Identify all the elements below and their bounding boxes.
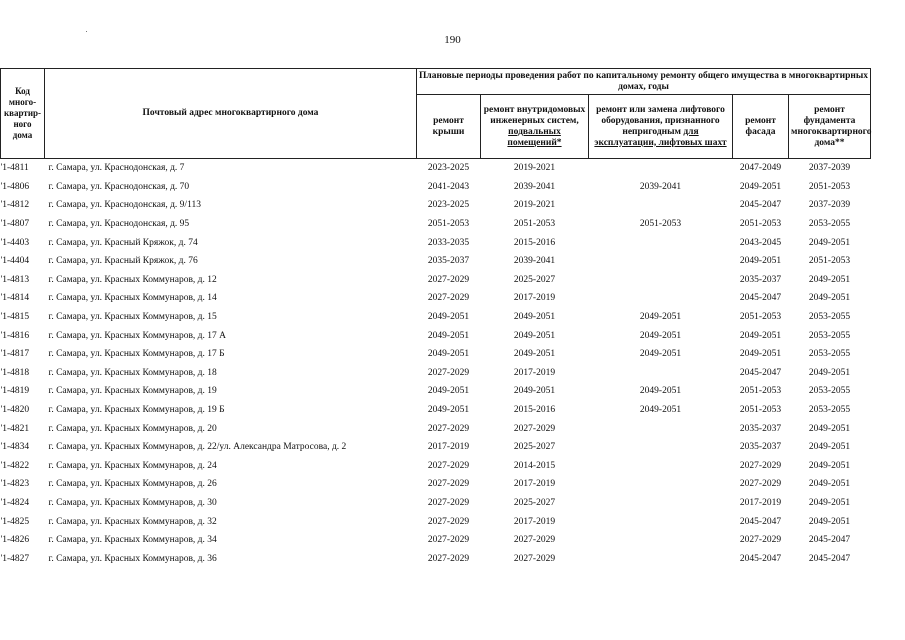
cell-address: г. Самара, ул. Красных Коммунаров, д. 19 bbox=[48, 386, 217, 397]
cell-code: '1-4823 bbox=[0, 479, 30, 490]
table-header bbox=[1, 69, 871, 159]
cell-address: г. Самара, ул. Красных Коммунаров, д. 12 bbox=[48, 274, 217, 285]
cell-code: '1-4822 bbox=[0, 460, 30, 471]
cell-foundation: 2053-2055 bbox=[808, 405, 851, 416]
cell-elevator: 2049-2051 bbox=[639, 330, 682, 341]
cell-systems: 2017-2019 bbox=[513, 367, 556, 378]
cell-address: г. Самара, ул. Краснодонская, д. 7 bbox=[45, 159, 417, 178]
cell-systems: 2025-2027 bbox=[513, 442, 556, 453]
cell-foundation: 2049-2051 bbox=[808, 460, 851, 471]
cell-address: г. Самара, ул. Красных Коммунаров, д. 34 bbox=[48, 535, 217, 546]
table-row bbox=[1, 289, 871, 308]
cell-systems: 2015-2016 bbox=[513, 237, 556, 248]
cell-systems: 2039-2041 bbox=[513, 256, 556, 267]
cell-elevator bbox=[589, 512, 733, 531]
cell-systems: 2017-2019 bbox=[513, 516, 556, 527]
cell-facade: 2049-2051 bbox=[739, 330, 782, 341]
cell-foundation: 2049-2051 bbox=[808, 274, 851, 285]
table-row bbox=[1, 233, 871, 252]
header-elevator-underlined: для эксплуатации, лифтовых шахт bbox=[594, 126, 727, 148]
cell-address: г. Самара, ул. Краснодонская, д. 95 bbox=[48, 219, 190, 230]
cell-systems: 2017-2019 bbox=[513, 293, 556, 304]
cell-roof: 2027-2029 bbox=[427, 553, 470, 564]
table-row bbox=[1, 494, 871, 513]
cell-roof: 2049-2051 bbox=[427, 386, 470, 397]
cell-foundation: 2049-2051 bbox=[808, 442, 851, 453]
cell-elevator bbox=[589, 364, 733, 383]
cell-foundation: 2053-2055 bbox=[808, 349, 851, 360]
cell-roof: 2023-2025 bbox=[417, 159, 481, 178]
cell-facade: 2017-2019 bbox=[739, 497, 782, 508]
cell-systems: 2049-2051 bbox=[513, 386, 556, 397]
cell-facade: 2049-2051 bbox=[739, 256, 782, 267]
cell-facade: 2051-2053 bbox=[739, 386, 782, 397]
header-code: Код много-квартир-ного дома bbox=[1, 69, 45, 159]
header-systems-text: ремонт внутридомовых инженерных систем, bbox=[483, 104, 586, 126]
cell-code: '1-4403 bbox=[0, 237, 30, 248]
table-row bbox=[1, 308, 871, 327]
cell-address: г. Самара, ул. Красных Коммунаров, д. 17 Б bbox=[48, 349, 225, 360]
table-row bbox=[1, 382, 871, 401]
table-row bbox=[1, 196, 871, 215]
cell-systems: 2014-2015 bbox=[513, 460, 556, 471]
cell-roof: 2027-2029 bbox=[427, 274, 470, 285]
cell-code: '1-4817 bbox=[0, 349, 30, 360]
table-row bbox=[1, 475, 871, 494]
cell-foundation: 2053-2055 bbox=[808, 386, 851, 397]
cell-roof: 2049-2051 bbox=[427, 405, 470, 416]
table-row bbox=[1, 364, 871, 383]
cell-systems: 2049-2051 bbox=[513, 349, 556, 360]
page-number: 190 bbox=[444, 34, 461, 46]
table-row bbox=[1, 215, 871, 234]
cell-elevator: 2049-2051 bbox=[639, 386, 682, 397]
cell-facade: 2049-2051 bbox=[739, 181, 782, 192]
cell-foundation: 2049-2051 bbox=[808, 479, 851, 490]
cell-facade: 2051-2053 bbox=[739, 219, 782, 230]
cell-elevator: 2049-2051 bbox=[639, 312, 682, 323]
cell-address: г. Самара, ул. Краснодонская, д. 9/113 bbox=[48, 200, 201, 211]
cell-address: г. Самара, ул. Красных Коммунаров, д. 17 А bbox=[48, 330, 227, 341]
cell-address: г. Самара, ул. Красных Коммунаров, д. 15 bbox=[48, 312, 217, 323]
cell-address: г. Самара, ул. Красный Кряжок, д. 74 bbox=[48, 237, 198, 248]
cell-elevator bbox=[589, 531, 733, 550]
cell-facade: 2035-2037 bbox=[739, 442, 782, 453]
table-row bbox=[1, 271, 871, 290]
cell-facade: 2035-2037 bbox=[739, 423, 782, 434]
cell-address: г. Самара, ул. Красных Коммунаров, д. 32 bbox=[48, 516, 217, 527]
cell-code: '1-4825 bbox=[0, 516, 30, 527]
cell-code: '1-4827 bbox=[0, 553, 30, 564]
cell-facade: 2051-2053 bbox=[739, 312, 782, 323]
cell-systems: 2049-2051 bbox=[513, 330, 556, 341]
cell-roof: 2027-2029 bbox=[427, 535, 470, 546]
cell-systems: 2017-2019 bbox=[513, 479, 556, 490]
cell-roof: 2027-2029 bbox=[427, 293, 470, 304]
cell-facade: 2045-2047 bbox=[739, 516, 782, 527]
table-row bbox=[1, 326, 871, 345]
cell-systems: 2025-2027 bbox=[513, 497, 556, 508]
cell-roof: 2027-2029 bbox=[427, 516, 470, 527]
header-elevator bbox=[589, 95, 733, 159]
cell-elevator bbox=[589, 457, 733, 476]
cell-address: г. Самара, ул. Красных Коммунаров, д. 26 bbox=[48, 479, 217, 490]
cell-foundation: 2051-2053 bbox=[808, 181, 851, 192]
cell-roof: 2035-2037 bbox=[427, 256, 470, 267]
cell-code: '1-4807 bbox=[0, 219, 30, 230]
cell-roof: 2027-2029 bbox=[427, 497, 470, 508]
cell-address: г. Самара, ул. Красных Коммунаров, д. 14 bbox=[48, 293, 217, 304]
cell-foundation: 2049-2051 bbox=[808, 293, 851, 304]
cell-elevator bbox=[589, 494, 733, 513]
cell-facade: 2027-2029 bbox=[739, 460, 782, 471]
cell-elevator bbox=[589, 549, 733, 568]
cell-address: г. Самара, ул. Краснодонская, д. 70 bbox=[48, 181, 190, 192]
cell-address: г. Самара, ул. Красных Коммунаров, д. 30 bbox=[48, 497, 217, 508]
table-body bbox=[1, 159, 871, 569]
cell-roof: 2017-2019 bbox=[427, 442, 470, 453]
cell-facade: 2045-2047 bbox=[739, 293, 782, 304]
cell-foundation: 2049-2051 bbox=[808, 237, 851, 248]
cell-address: г. Самара, ул. Красных Коммунаров, д. 19 Б bbox=[48, 405, 225, 416]
cell-roof: 2049-2051 bbox=[427, 312, 470, 323]
cell-systems: 2027-2029 bbox=[513, 535, 556, 546]
cell-code: '1-4818 bbox=[0, 367, 30, 378]
cell-facade: 2027-2029 bbox=[739, 535, 782, 546]
cell-roof: 2049-2051 bbox=[427, 330, 470, 341]
cell-address: г. Самара, ул. Красных Коммунаров, д. 22/ул. Александра Матросова, д. 2 bbox=[48, 442, 347, 453]
cell-elevator bbox=[589, 196, 733, 215]
table-row bbox=[1, 401, 871, 420]
cell-roof: 2033-2035 bbox=[427, 237, 470, 248]
cell-code: '1-4834 bbox=[0, 442, 30, 453]
cell-foundation: 2051-2053 bbox=[808, 256, 851, 267]
table-row bbox=[1, 457, 871, 476]
cell-address: г. Самара, ул. Красный Кряжок, д. 76 bbox=[48, 256, 198, 267]
cell-roof: 2023-2025 bbox=[427, 200, 470, 211]
cell-elevator bbox=[589, 271, 733, 290]
cell-facade: 2049-2051 bbox=[739, 349, 782, 360]
cell-code: '1-4806 bbox=[0, 181, 30, 192]
table-row bbox=[1, 345, 871, 364]
cell-systems: 2019-2021 bbox=[513, 200, 556, 211]
cell-code: '1-4826 bbox=[0, 535, 30, 546]
cell-facade: 2043-2045 bbox=[739, 237, 782, 248]
cell-code: '1-4820 bbox=[0, 405, 30, 416]
header-systems-underlined: подвальных помещений* bbox=[507, 126, 562, 148]
cell-foundation: 2049-2051 bbox=[808, 516, 851, 527]
cell-address: г. Самара, ул. Красных Коммунаров, д. 36 bbox=[48, 553, 217, 564]
cell-roof: 2041-2043 bbox=[427, 181, 470, 192]
cell-elevator bbox=[589, 233, 733, 252]
cell-code: '1-4814 bbox=[0, 293, 30, 304]
cell-code: '1-4813 bbox=[0, 274, 30, 285]
cell-address: г. Самара, ул. Красных Коммунаров, д. 24 bbox=[48, 460, 217, 471]
cell-foundation: 2049-2051 bbox=[808, 497, 851, 508]
cell-code: '1-4404 bbox=[0, 256, 30, 267]
table-row bbox=[1, 512, 871, 531]
cell-foundation: 2053-2055 bbox=[808, 312, 851, 323]
cell-code: '1-4821 bbox=[0, 423, 30, 434]
table-row bbox=[1, 252, 871, 271]
cell-systems: 2039-2041 bbox=[513, 181, 556, 192]
cell-elevator bbox=[589, 252, 733, 271]
cell-roof: 2049-2051 bbox=[427, 349, 470, 360]
cell-code: '1-4819 bbox=[0, 386, 30, 397]
table-row bbox=[1, 438, 871, 457]
cell-elevator: 2039-2041 bbox=[639, 181, 682, 192]
cell-facade: 2045-2047 bbox=[739, 367, 782, 378]
cell-foundation: 2037-2039 bbox=[789, 159, 871, 178]
cell-systems: 2049-2051 bbox=[513, 312, 556, 323]
cell-systems: 2025-2027 bbox=[513, 274, 556, 285]
cell-facade: 2027-2029 bbox=[739, 479, 782, 490]
table-row bbox=[1, 531, 871, 550]
header-foundation: ремонт фундамента многоквартирного дома** bbox=[789, 95, 871, 159]
header-roof: ремонт крыши bbox=[417, 95, 481, 159]
capital-repair-table-container bbox=[0, 68, 870, 568]
cell-elevator bbox=[589, 438, 733, 457]
cell-roof: 2027-2029 bbox=[427, 367, 470, 378]
cell-systems: 2019-2021 bbox=[481, 159, 589, 178]
cell-code: '1-4816 bbox=[0, 330, 30, 341]
header-periods-group: Плановые периоды проведения работ по капитальному ремонту общего имущества в многоквартирных домах, годы bbox=[417, 69, 871, 95]
cell-systems: 2027-2029 bbox=[513, 553, 556, 564]
header-systems bbox=[481, 95, 589, 159]
cell-foundation: 2053-2055 bbox=[808, 219, 851, 230]
cell-code: '1-4815 bbox=[0, 312, 30, 323]
cell-code: '1-4811 bbox=[1, 159, 45, 178]
cell-systems: 2027-2029 bbox=[513, 423, 556, 434]
cell-facade: 2035-2037 bbox=[739, 274, 782, 285]
table-row bbox=[1, 178, 871, 197]
cell-address: г. Самара, ул. Красных Коммунаров, д. 20 bbox=[48, 423, 217, 434]
cell-elevator bbox=[589, 475, 733, 494]
cell-elevator: 2049-2051 bbox=[639, 405, 682, 416]
header-facade: ремонт фасада bbox=[733, 95, 789, 159]
cell-code: '1-4824 bbox=[0, 497, 30, 508]
cell-systems: 2015-2016 bbox=[513, 405, 556, 416]
cell-roof: 2027-2029 bbox=[427, 460, 470, 471]
cell-foundation: 2049-2051 bbox=[808, 367, 851, 378]
cell-foundation: 2045-2047 bbox=[808, 553, 851, 564]
cell-facade: 2045-2047 bbox=[739, 553, 782, 564]
table-row bbox=[1, 419, 871, 438]
cell-systems: 2051-2053 bbox=[513, 219, 556, 230]
cell-code: '1-4812 bbox=[0, 200, 30, 211]
header-address: Почтовый адрес многоквартирного дома bbox=[45, 69, 417, 159]
cell-elevator bbox=[589, 159, 733, 178]
scan-speck bbox=[86, 31, 87, 32]
cell-elevator: 2051-2053 bbox=[639, 219, 682, 230]
table-row bbox=[1, 549, 871, 568]
table-row bbox=[1, 159, 871, 178]
header-elevator-text: ремонт или замена лифтового оборудования, признанного непригодным bbox=[596, 104, 725, 137]
cell-address: г. Самара, ул. Красных Коммунаров, д. 18 bbox=[48, 367, 217, 378]
cell-roof: 2051-2053 bbox=[427, 219, 470, 230]
cell-foundation: 2045-2047 bbox=[808, 535, 851, 546]
cell-elevator: 2049-2051 bbox=[639, 349, 682, 360]
cell-elevator bbox=[589, 419, 733, 438]
cell-roof: 2027-2029 bbox=[427, 479, 470, 490]
cell-foundation: 2049-2051 bbox=[808, 423, 851, 434]
capital-repair-table bbox=[0, 68, 871, 568]
cell-roof: 2027-2029 bbox=[427, 423, 470, 434]
cell-facade: 2047-2049 bbox=[733, 159, 789, 178]
cell-foundation: 2037-2039 bbox=[808, 200, 851, 211]
cell-facade: 2051-2053 bbox=[739, 405, 782, 416]
cell-foundation: 2053-2055 bbox=[808, 330, 851, 341]
cell-elevator bbox=[589, 289, 733, 308]
cell-facade: 2045-2047 bbox=[739, 200, 782, 211]
